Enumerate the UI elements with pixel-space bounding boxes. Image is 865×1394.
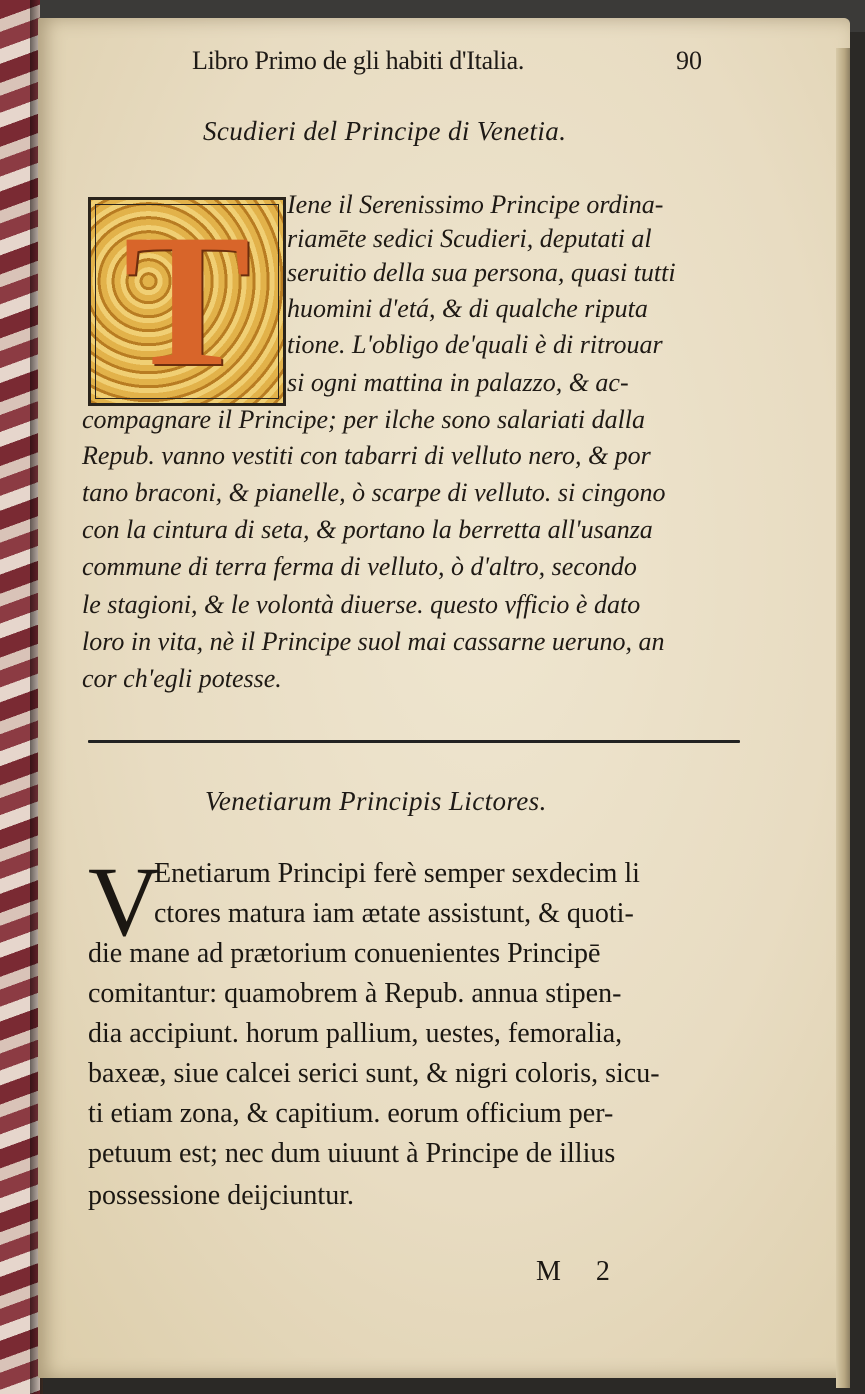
text-line: commune di terra ferma di velluto, ò d'altro, secondo xyxy=(82,552,637,581)
text-line: comitantur: quamobrem à Repub. annua stipen- xyxy=(88,978,622,1009)
initial-letter-v: V xyxy=(88,846,161,957)
page-number: 90 xyxy=(676,46,702,75)
running-title: Libro Primo de gli habiti d'Italia. xyxy=(192,46,525,75)
section-divider xyxy=(88,740,740,743)
text-line: Enetiarum Principi ferè semper sexdecim li xyxy=(154,858,640,889)
text-line: Repub. vanno vestiti con tabarri di velluto nero, & por xyxy=(82,441,651,470)
running-head xyxy=(192,46,712,86)
text-line: ti etiam zona, & capitium. eorum officium per- xyxy=(88,1098,614,1129)
page-edge xyxy=(836,48,850,1388)
section-title-lictores: Venetiarum Principis Lictores. xyxy=(205,786,547,816)
text-line: tione. L'obligo de'quali è di ritrouar xyxy=(287,330,663,359)
text-line: tano braconi, & pianelle, ò scarpe di velluto. si cingono xyxy=(82,478,666,507)
text-line: con la cintura di seta, & portano la berretta all'usanza xyxy=(82,515,653,544)
text-line: possessione deijciuntur. xyxy=(88,1180,354,1211)
decorated-initial xyxy=(88,197,286,406)
section-title-scudieri: Scudieri del Principe di Venetia. xyxy=(203,116,567,146)
text-line: baxeæ, siue calcei serici sunt, & nigri coloris, sicu- xyxy=(88,1058,660,1089)
text-line: die mane ad prætorium conuenientes Principē xyxy=(88,938,601,969)
text-line: cor ch'egli potesse. xyxy=(82,664,282,693)
text-line: Iene il Serenissimo Principe ordina- xyxy=(287,190,664,219)
text-line: ctores matura iam ætate assistunt, & quoti- xyxy=(154,898,634,929)
text-line: loro in vita, nè il Principe suol mai cassarne ueruno, an xyxy=(82,627,665,656)
text-line: compagnare il Principe; per ilche sono salariati dalla xyxy=(82,405,646,434)
text-line: seruitio della sua persona, quasi tutti xyxy=(287,258,676,287)
text-line: le stagioni, & le volontà diuerse. questo vfficio è dato xyxy=(82,590,641,619)
text-line: huomini d'etá, & di qualche riputa xyxy=(287,294,648,323)
signature-mark: M 2 xyxy=(536,1256,624,1287)
text-line: riamēte sedici Scudieri, deputati al xyxy=(287,224,652,253)
initial-letter-t: T xyxy=(123,196,251,406)
text-line: petuum est; nec dum uiuunt à Principe de illius xyxy=(88,1138,616,1169)
text-line: dia accipiunt. horum pallium, uestes, femoralia, xyxy=(88,1018,623,1049)
text-line: si ogni mattina in palazzo, & ac- xyxy=(287,368,629,397)
